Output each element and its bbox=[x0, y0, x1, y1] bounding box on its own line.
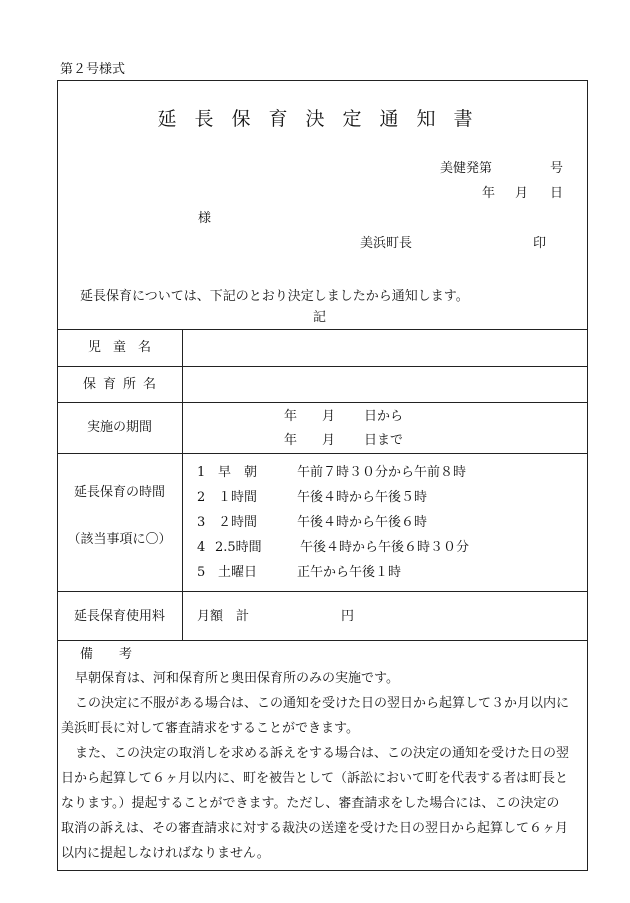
nursery-name-label: 保育所名 bbox=[82, 377, 163, 392]
hours-option-name: 2.5時間 bbox=[215, 540, 262, 555]
addressee-honorific: 様 bbox=[198, 211, 212, 226]
hours-option-time: 午前７時３０分から午前８時 bbox=[297, 465, 467, 480]
table-top-line bbox=[57, 329, 588, 330]
seal-mark: 印 bbox=[533, 236, 547, 251]
period-to-year: 年 bbox=[284, 433, 298, 448]
nursery-name-field[interactable] bbox=[184, 368, 586, 401]
remarks-line: また、この決定の取消しを求める訴えをする場合は、この決定の通知を受けた日の翌 bbox=[75, 746, 570, 761]
hours-option-number: 1 bbox=[197, 465, 206, 480]
hours-option-time: 午後４時から午後６時 bbox=[297, 515, 428, 530]
period-from-year: 年 bbox=[284, 409, 298, 424]
hours-option-name: ２時間 bbox=[218, 515, 258, 530]
row-divider bbox=[57, 591, 588, 592]
row-divider bbox=[57, 402, 588, 403]
form-number: 第２号様式 bbox=[60, 62, 126, 77]
hours-option-name: 土曜日 bbox=[218, 565, 258, 580]
doc-number-label: 美健発第 bbox=[440, 161, 493, 176]
period-from-day: 日から bbox=[364, 409, 404, 424]
row-divider bbox=[57, 366, 588, 367]
hours-option-number: 5 bbox=[197, 565, 206, 580]
period-label: 実施の期間 bbox=[86, 420, 152, 435]
fee-yen-label: 円 bbox=[341, 609, 355, 624]
hours-option-time: 午後４時から午後５時 bbox=[297, 490, 428, 505]
table-bottom-line bbox=[57, 640, 588, 641]
date-day: 日 bbox=[550, 186, 564, 201]
remarks-line: なります。）提起することができます。ただし、審査請求をした場合には、この決定の bbox=[61, 796, 560, 811]
hours-option-number: 3 bbox=[197, 515, 206, 530]
hours-option-name: 早 朝 bbox=[218, 465, 258, 480]
hours-option-name: １時間 bbox=[218, 490, 258, 505]
fee-label: 延長保育使用料 bbox=[73, 609, 165, 624]
hours-option-time: 正午から午後１時 bbox=[297, 565, 402, 580]
remarks-line: 取消の訴えは、その審査請求に対する裁決の送達を受けた日の翌日から起算して６ヶ月 bbox=[61, 821, 569, 836]
hours-label: 延長保育の時間 bbox=[73, 485, 165, 500]
child-name-field[interactable] bbox=[184, 331, 586, 365]
period-from-month: 月 bbox=[322, 409, 336, 424]
remarks-line: 美浜町長に対して審査請求をすることができます。 bbox=[61, 721, 359, 736]
hours-option-number: 4 bbox=[197, 540, 206, 555]
remarks-line: この決定に不服がある場合は、この通知を受けた日の翌日から起算して３か月以内に bbox=[75, 696, 570, 711]
remarks-heading: 備 考 bbox=[80, 647, 133, 662]
hours-option-time: 午後４時から午後６時３０分 bbox=[300, 540, 470, 555]
column-divider bbox=[182, 329, 183, 640]
date-year: 年 bbox=[482, 186, 496, 201]
document-title: 延長保育決定通知書 bbox=[157, 108, 491, 130]
remarks-line: 以内に提起しなければなりません。 bbox=[61, 846, 270, 861]
hours-sublabel: （該当事項に〇） bbox=[67, 532, 172, 547]
fee-monthly-label: 月額 計 bbox=[197, 609, 250, 624]
intro-text: 延長保育については、下記のとおり決定しましたから通知します。 bbox=[80, 289, 469, 304]
doc-number-suffix: 号 bbox=[550, 161, 564, 176]
period-to-month: 月 bbox=[322, 433, 336, 448]
issuer-title: 美浜町長 bbox=[360, 236, 413, 251]
period-to-day: 日まで bbox=[364, 433, 404, 448]
hours-option-number: 2 bbox=[197, 490, 206, 505]
remarks-line: 日から起算して６ヶ月以内に、町を被告として（訴訟において町を代表する者は町長と bbox=[61, 771, 569, 786]
ki-label: 記 bbox=[313, 310, 327, 325]
child-name-label: 児童名 bbox=[87, 340, 163, 355]
remarks-line: 早朝保育は、河和保育所と奥田保育所のみの実施です。 bbox=[75, 671, 399, 686]
row-divider bbox=[57, 453, 588, 454]
date-month: 月 bbox=[515, 186, 529, 201]
